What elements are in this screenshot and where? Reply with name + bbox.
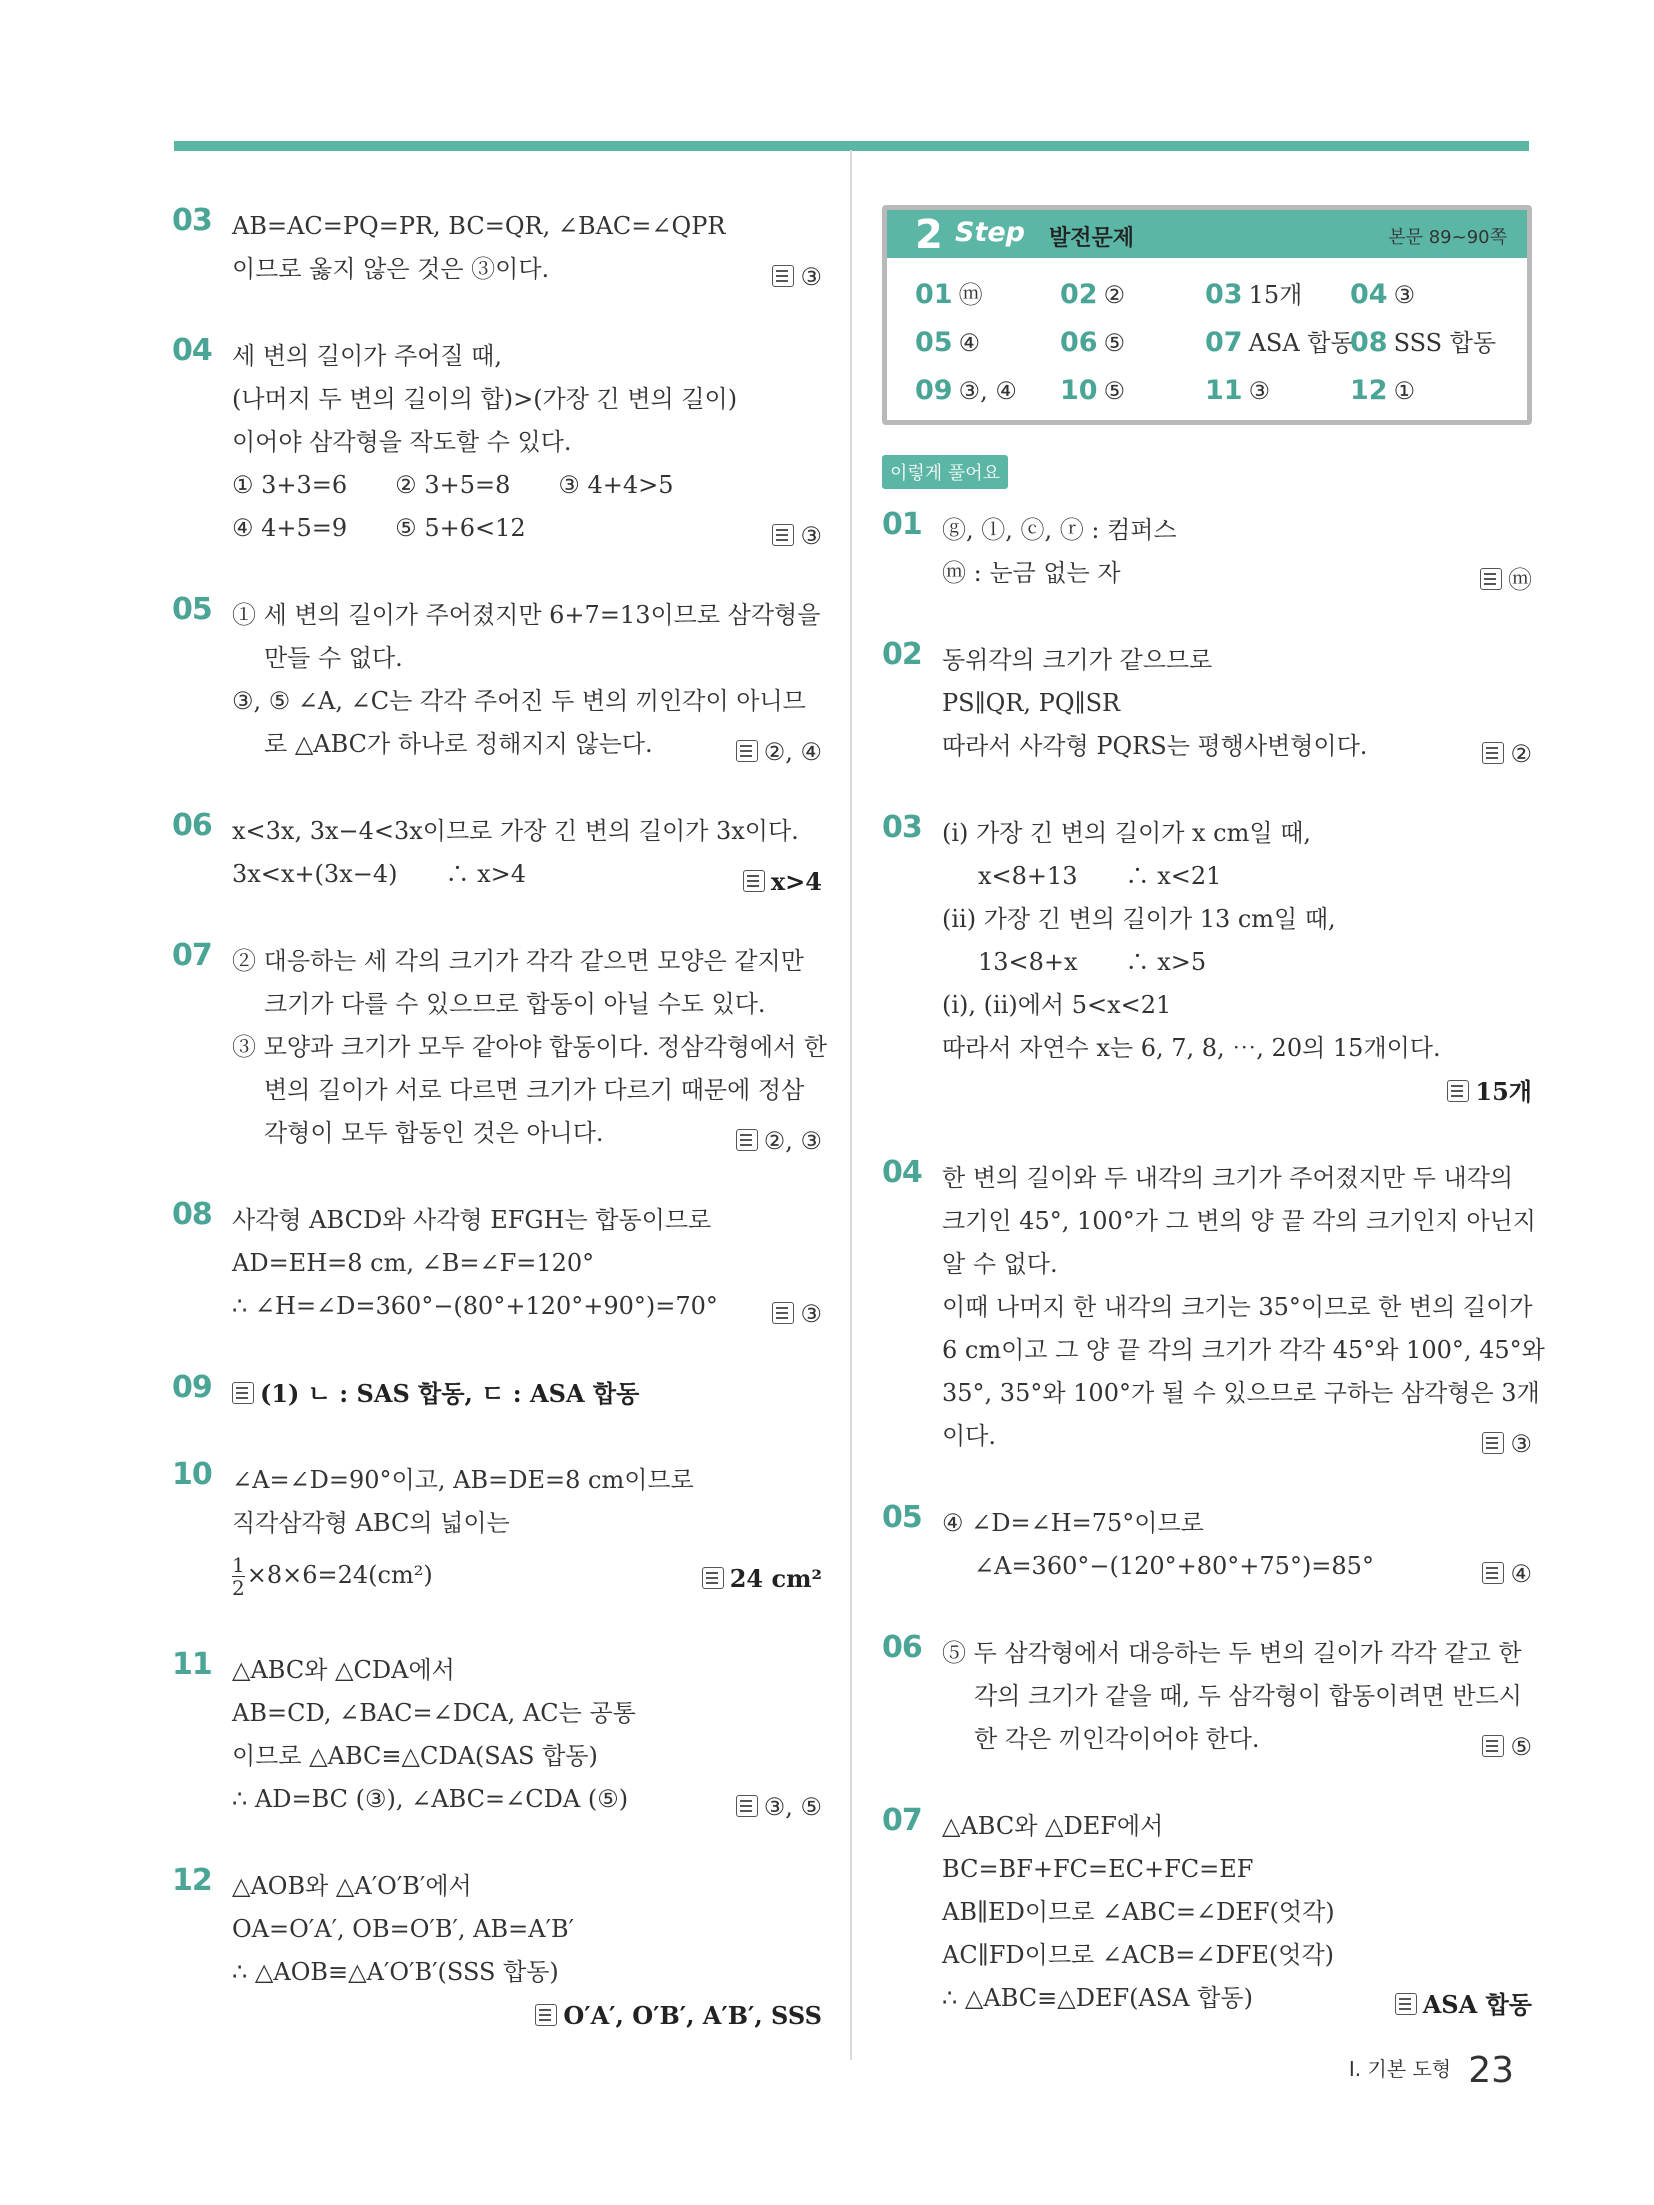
- answer-grid: [887, 258, 1527, 420]
- solution-line: ① 세 변의 길이가 주어졌지만 6+7=13이므로 삼각형을: [232, 601, 821, 629]
- solution-label: 이렇게 풀어요: [882, 455, 1008, 489]
- problem-number: 07: [882, 1803, 922, 1838]
- answer: ③: [1482, 1430, 1532, 1458]
- problem-08: [172, 1199, 822, 1328]
- problem-number: 08: [172, 1197, 212, 1232]
- problem-number: 05: [172, 592, 212, 627]
- solution-line: (나머지 두 변의 길이의 합)>(가장 긴 변의 길이): [232, 385, 738, 413]
- problem-number: 03: [882, 810, 922, 845]
- solution-line: 이다.: [942, 1422, 996, 1450]
- step-title: 발전문제: [1049, 226, 1135, 251]
- solution-line: 직각삼각형 ABC의 넓이는: [232, 1509, 510, 1537]
- grid-item: 05 ④: [915, 327, 981, 358]
- answer-icon: [772, 524, 794, 546]
- answer-icon: [702, 1567, 724, 1589]
- answer: ⑤: [1482, 1733, 1532, 1761]
- solution-line: ∠A=360°−(120°+80°+75°)=85°: [974, 1552, 1374, 1580]
- solution-line: 따라서 자연수 x는 6, 7, 8, ⋯, 20의 15개이다.: [942, 1034, 1441, 1062]
- solution-line: 알 수 없다.: [942, 1250, 1058, 1278]
- solution-line: OA=O′A′, OB=O′B′, AB=A′B′: [232, 1915, 575, 1943]
- solution-line: x<8+13 ∴ x<21: [978, 862, 1222, 890]
- solution-line: x<3x, 3x−4<3x이므로 가장 긴 변의 길이가 3x이다.: [232, 817, 799, 845]
- solution-line: ∴ ∠H=∠D=360°−(80°+120°+90°)=70°: [232, 1292, 718, 1320]
- answer-icon: [232, 1382, 254, 1404]
- solution-line: 각형이 모두 합동인 것은 아니다.: [264, 1119, 604, 1147]
- answer: ASA 합동: [1395, 1985, 1532, 2020]
- problem-12: [172, 1865, 822, 2038]
- solution-line: ① 3+3=6 ② 3+5=8 ③ 4+4>5: [232, 471, 674, 499]
- answer-icon: [736, 1795, 758, 1817]
- chapter-label: Ⅰ. 기본 도형: [1348, 2057, 1452, 2081]
- problem-number: 04: [882, 1155, 922, 1190]
- problem-09: [172, 1372, 822, 1415]
- answer-icon: [1447, 1080, 1469, 1102]
- answer: 15개: [942, 1070, 1532, 1113]
- solution-line: (ⅱ) 가장 긴 변의 길이가 13 cm일 때,: [942, 905, 1336, 933]
- solution-line: 한 각은 끼인각이어야 한다.: [974, 1725, 1260, 1753]
- grid-item: 12 ①: [1350, 375, 1416, 406]
- answer: ②: [1482, 740, 1532, 768]
- solution-line: 이므로 △ABC≡△CDA(SAS 합동): [232, 1742, 598, 1770]
- solution-line: ④ ∠D=∠H=75°이므로: [942, 1509, 1204, 1537]
- answer: O′A′, O′B′, A′B′, SSS: [232, 1994, 822, 2038]
- answer: x>4: [743, 867, 822, 896]
- answer: ②, ③: [736, 1127, 822, 1155]
- page-number: 23: [1468, 2050, 1514, 2091]
- solution-line: 따라서 사각형 PQRS는 평행사변형이다.: [942, 732, 1368, 760]
- problem-10: [172, 1459, 822, 1605]
- answer: ③, ⑤: [736, 1793, 822, 1821]
- answer-icon: [772, 1302, 794, 1324]
- solution-line: △ABC와 △CDA에서: [232, 1656, 455, 1684]
- solution-line: 이므로 옳지 않은 것은 ③이다.: [232, 255, 550, 283]
- answer-icon: [535, 2004, 557, 2026]
- problem-number: 02: [882, 637, 922, 672]
- solution-line: 변의 길이가 서로 다르면 크기가 다르기 때문에 정삼: [264, 1076, 805, 1104]
- answer-icon: [1482, 1562, 1504, 1584]
- problem-number: 10: [172, 1457, 212, 1492]
- grid-item: 09 ③, ④: [915, 375, 1017, 406]
- answer: ③: [772, 522, 822, 550]
- solution-line: 세 변의 길이가 주어질 때,: [232, 342, 502, 370]
- answer: ③: [772, 263, 822, 291]
- solution-line: ③, ⑤ ∠A, ∠C는 각각 주어진 두 변의 끼인각이 아니므: [232, 687, 806, 715]
- solution-line: PS∥QR, PQ∥SR: [942, 689, 1121, 717]
- solution-line: △AOB와 △A′O′B′에서: [232, 1872, 472, 1900]
- problem-05: [172, 594, 822, 766]
- solution-line: ∴ AD=BC (③), ∠ABC=∠CDA (⑤): [232, 1785, 629, 1813]
- answer: ⓜ: [1480, 560, 1532, 595]
- step-answer-box: [882, 205, 1532, 425]
- solution-line: ∴ △ABC≡△DEF(ASA 합동): [942, 1984, 1253, 2012]
- problem-r07: [882, 1805, 1532, 2020]
- grid-item: 02 ②: [1060, 279, 1126, 310]
- solution-line: ∠A=∠D=90°이고, AB=DE=8 cm이므로: [232, 1466, 694, 1494]
- solution-line: ④ 4+5=9 ⑤ 5+6<12: [232, 514, 526, 542]
- answer-icon: [772, 265, 794, 287]
- answer: ④: [1482, 1560, 1532, 1588]
- problem-03: [172, 205, 822, 291]
- answer-icon: [1482, 742, 1504, 764]
- solution-line: ⓖ, ⓛ, ⓒ, ⓡ : 컴퍼스: [942, 516, 1177, 544]
- solution-line: 35°, 35°와 100°가 될 수 있으므로 구하는 삼각형은 3개: [942, 1379, 1540, 1407]
- left-column: [172, 203, 828, 2082]
- solution-line: 로 △ABC가 하나로 정해지지 않는다.: [264, 730, 653, 758]
- solution-line: AB=AC=PQ=PR, BC=QR, ∠BAC=∠QPR: [232, 212, 726, 240]
- problem-number: 05: [882, 1500, 922, 1535]
- grid-item: 04 ③: [1350, 279, 1416, 310]
- solution-line: ③ 모양과 크기가 모두 같아야 합동이다. 정삼각형에서 한: [232, 1033, 828, 1061]
- grid-item: 06 ⑤: [1060, 327, 1126, 358]
- solution-line: (ⅰ), (ⅱ)에서 5<x<21: [942, 991, 1172, 1019]
- solution-line: 6 cm이고 그 양 끝 각의 크기가 각각 45°와 100°, 45°와: [942, 1336, 1545, 1364]
- problem-11: [172, 1649, 822, 1821]
- grid-item: 08 SSS 합동: [1350, 327, 1497, 358]
- solution-line: 크기가 다를 수 있으므로 합동이 아닐 수도 있다.: [264, 990, 766, 1018]
- problem-07: [172, 938, 828, 1155]
- solution-line: △ABC와 △DEF에서: [942, 1812, 1164, 1840]
- solution-line: ② 대응하는 세 각의 크기가 각각 같으면 모양은 같지만: [232, 947, 804, 975]
- solution-line: ∴ △AOB≡△A′O′B′(SSS 합동): [232, 1958, 559, 1986]
- step-label: Step: [955, 217, 1025, 248]
- solution-line: 동위각의 크기가 같으므로: [942, 646, 1213, 674]
- solution-line: AC∥FD이므로 ∠ACB=∠DFE(엇각): [942, 1941, 1335, 1969]
- problem-r02: [882, 639, 1532, 768]
- solution-line: ⓜ : 눈금 없는 자: [942, 559, 1121, 587]
- answer: ③: [772, 1300, 822, 1328]
- column-divider: [850, 150, 852, 2060]
- grid-item: 11 ③: [1205, 375, 1271, 406]
- solution-line: (ⅰ) 가장 긴 변의 길이가 x cm일 때,: [942, 819, 1312, 847]
- solution-line: 이때 나머지 한 내각의 크기는 35°이므로 한 변의 길이가: [942, 1293, 1533, 1321]
- problem-06: [172, 810, 822, 896]
- problem-number: 12: [172, 1863, 212, 1898]
- solution-line: 크기인 45°, 100°가 그 변의 양 끝 각의 크기인지 아닌지: [942, 1207, 1536, 1235]
- solution-line: $\frac{1}{2}$ ×8×6=24(cm²): [232, 1553, 433, 1600]
- page-footer: [1349, 2050, 1514, 2091]
- step-page-ref: 본문 89~90쪽: [1388, 227, 1507, 248]
- problem-r06: [882, 1632, 1532, 1761]
- answer-icon: [736, 740, 758, 762]
- problem-number: 01: [882, 507, 922, 542]
- solution-line: 만들 수 없다.: [264, 644, 403, 672]
- answer-icon: [1395, 1993, 1417, 2015]
- grid-item: 01 ⓜ: [915, 279, 983, 310]
- right-column: [882, 205, 1545, 2064]
- solution-line: 한 변의 길이와 두 내각의 크기가 주어졌지만 두 내각의: [942, 1164, 1514, 1192]
- problem-r01: [882, 509, 1532, 595]
- solution-line: (1) ㄴ : SAS 합동, ㄷ : ASA 합동: [232, 1372, 822, 1415]
- answer: ②, ④: [736, 738, 822, 766]
- problem-r04: [882, 1155, 1545, 1458]
- grid-item: 03 15개: [1205, 279, 1303, 310]
- problem-number: 11: [172, 1647, 212, 1682]
- fraction: $\frac{1}{2}$: [232, 1553, 245, 1600]
- answer-icon: [1482, 1735, 1504, 1757]
- answer-icon: [743, 870, 765, 892]
- problem-number: 07: [172, 938, 212, 973]
- solution-line: 사각형 ABCD와 사각형 EFGH는 합동이므로: [232, 1206, 712, 1234]
- solution-line: 이어야 삼각형을 작도할 수 있다.: [232, 428, 572, 456]
- answer-icon: [1480, 568, 1502, 590]
- grid-item: 07 ASA 합동: [1205, 327, 1354, 358]
- solution-line: 3x<x+(3x−4) ∴ x>4: [232, 860, 527, 888]
- solution-line: ⑤ 두 삼각형에서 대응하는 두 변의 길이가 각각 같고 한: [942, 1639, 1522, 1667]
- problem-04: [172, 335, 822, 550]
- answer-icon: [736, 1129, 758, 1151]
- problem-number: 04: [172, 333, 212, 368]
- problem-number: 09: [172, 1370, 212, 1405]
- problem-number: 06: [882, 1630, 922, 1665]
- problem-number: 03: [172, 203, 212, 238]
- grid-item: 10 ⑤: [1060, 375, 1126, 406]
- solution-line: BC=BF+FC=EC+FC=EF: [942, 1855, 1254, 1883]
- solution-line: AB∥ED이므로 ∠ABC=∠DEF(엇각): [942, 1898, 1335, 1926]
- problem-r05: [882, 1502, 1532, 1588]
- solution-line: AB=CD, ∠BAC=∠DCA, AC는 공통: [232, 1699, 636, 1727]
- problem-r03: [882, 812, 1532, 1113]
- solution-line: AD=EH=8 cm, ∠B=∠F=120°: [232, 1249, 595, 1277]
- problem-number: 06: [172, 808, 212, 843]
- step-header: [887, 210, 1527, 258]
- answer: 24 cm²: [702, 1564, 822, 1593]
- step-number: 2: [915, 212, 943, 258]
- solution-line: 13<8+x ∴ x>5: [978, 948, 1207, 976]
- answer-icon: [1482, 1432, 1504, 1454]
- solution-line: 각의 크기가 같을 때, 두 삼각형이 합동이려면 반드시: [974, 1682, 1522, 1710]
